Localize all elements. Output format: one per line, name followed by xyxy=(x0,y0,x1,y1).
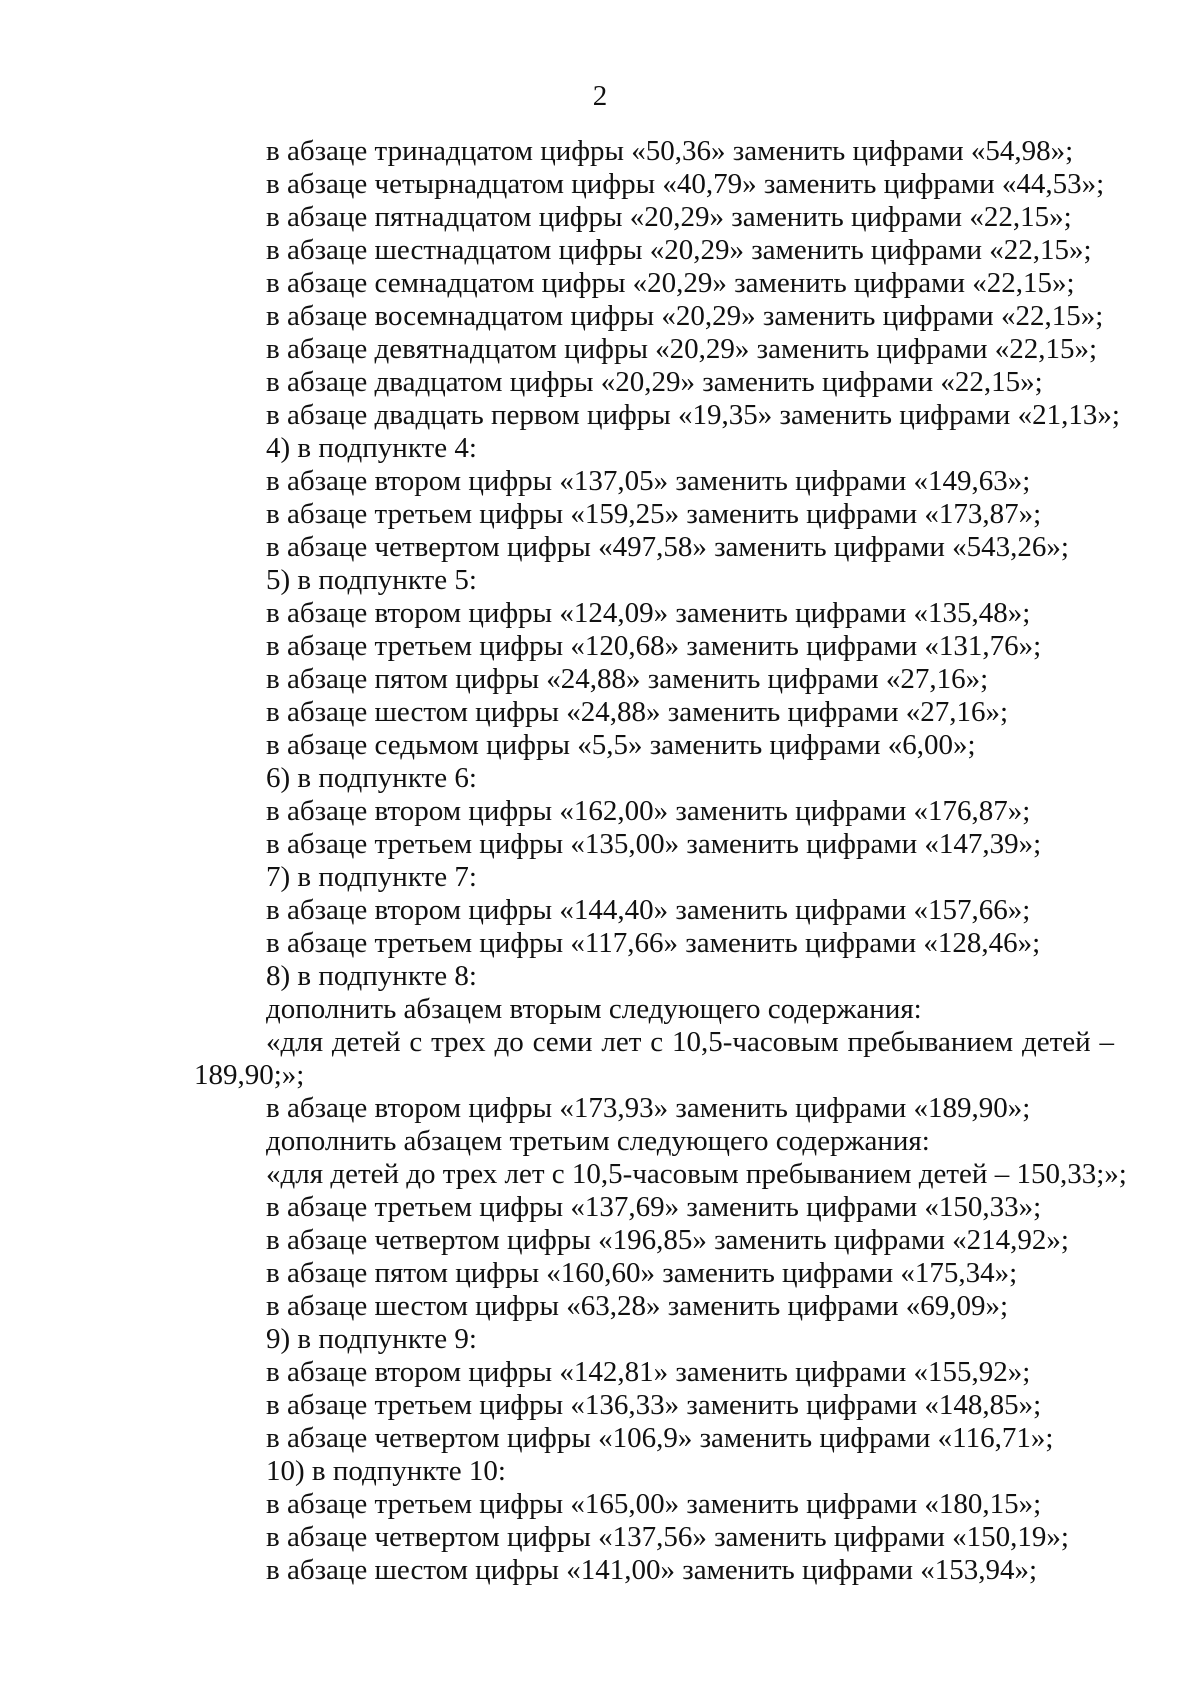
text-line: в абзаце семнадцатом цифры «20,29» заменить цифрами «22,15»; xyxy=(266,267,1075,299)
text-line: в абзаце четвертом цифры «106,9» заменить цифрами «116,71»; xyxy=(266,1422,1054,1454)
text-line: в абзаце третьем цифры «117,66» заменить цифрами «128,46»; xyxy=(266,927,1041,959)
text-line: в абзаце втором цифры «162,00» заменить цифрами «176,87»; xyxy=(266,795,1031,827)
text-line: в абзаце четвертом цифры «497,58» заменить цифрами «543,26»; xyxy=(266,531,1069,563)
text-line: в абзаце шестнадцатом цифры «20,29» заменить цифрами «22,15»; xyxy=(266,234,1092,266)
subclause-heading: 8) в подпункте 8: xyxy=(266,960,477,992)
subclause-heading: 10) в подпункте 10: xyxy=(266,1455,506,1487)
subclause-heading: 7) в подпункте 7: xyxy=(266,861,477,893)
text-line: в абзаце пятнадцатом цифры «20,29» заменить цифрами «22,15»; xyxy=(266,201,1072,233)
text-line: в абзаце пятом цифры «160,60» заменить цифрами «175,34»; xyxy=(266,1257,1018,1289)
page-number: 2 xyxy=(592,80,608,112)
text-line: в абзаце пятом цифры «24,88» заменить цифрами «27,16»; xyxy=(266,663,989,695)
subclause-heading: 4) в подпункте 4: xyxy=(266,432,477,464)
text-line: в абзаце втором цифры «144,40» заменить цифрами «157,66»; xyxy=(266,894,1031,926)
text-line: в абзаце двадцатом цифры «20,29» заменить цифрами «22,15»; xyxy=(266,366,1043,398)
text-line: в абзаце третьем цифры «135,00» заменить цифрами «147,39»; xyxy=(266,828,1042,860)
text-line: в абзаце втором цифры «124,09» заменить цифрами «135,48»; xyxy=(266,597,1031,629)
text-line: в абзаце шестом цифры «141,00» заменить цифрами «153,94»; xyxy=(266,1554,1038,1586)
subclause-heading: 6) в подпункте 6: xyxy=(266,762,477,794)
subclause-heading: 9) в подпункте 9: xyxy=(266,1323,477,1355)
text-line: в абзаце втором цифры «173,93» заменить цифрами «189,90»; xyxy=(266,1092,1031,1124)
quoted-text-line: «для детей до трех лет с 10,5-часовым пребыванием детей – 150,33;»; xyxy=(266,1158,1127,1190)
text-line: в абзаце девятнадцатом цифры «20,29» заменить цифрами «22,15»; xyxy=(266,333,1098,365)
text-line: в абзаце седьмом цифры «5,5» заменить цифрами «6,00»; xyxy=(266,729,976,761)
text-line: в абзаце третьем цифры «120,68» заменить цифрами «131,76»; xyxy=(266,630,1042,662)
text-line: дополнить абзацем третьим следующего содержания: xyxy=(266,1125,930,1157)
subclause-heading: 5) в подпункте 5: xyxy=(266,564,477,596)
text-line: в абзаце шестом цифры «24,88» заменить цифрами «27,16»; xyxy=(266,696,1009,728)
quoted-text-continuation: 189,90;»; xyxy=(194,1059,305,1091)
text-line: дополнить абзацем вторым следующего содержания: xyxy=(266,993,922,1025)
text-line: в абзаце втором цифры «142,81» заменить цифрами «155,92»; xyxy=(266,1356,1031,1388)
text-line: в абзаце восемнадцатом цифры «20,29» заменить цифрами «22,15»; xyxy=(266,300,1104,332)
document-body xyxy=(194,135,1127,1587)
text-line: в абзаце двадцать первом цифры «19,35» заменить цифрами «21,13»; xyxy=(266,399,1120,431)
text-line: в абзаце четырнадцатом цифры «40,79» заменить цифрами «44,53»; xyxy=(266,168,1105,200)
text-line: в абзаце четвертом цифры «196,85» заменить цифрами «214,92»; xyxy=(266,1224,1069,1256)
quoted-text-line: «для детей с трех до семи лет с 10,5-часовым пребыванием детей – xyxy=(266,1026,1114,1058)
text-line: в абзаце тринадцатом цифры «50,36» заменить цифрами «54,98»; xyxy=(266,135,1074,167)
text-line: в абзаце третьем цифры «159,25» заменить цифрами «173,87»; xyxy=(266,498,1042,530)
text-line: в абзаце втором цифры «137,05» заменить цифрами «149,63»; xyxy=(266,465,1031,497)
text-line: в абзаце третьем цифры «137,69» заменить цифрами «150,33»; xyxy=(266,1191,1042,1223)
text-line: в абзаце четвертом цифры «137,56» заменить цифрами «150,19»; xyxy=(266,1521,1069,1553)
text-line: в абзаце шестом цифры «63,28» заменить цифрами «69,09»; xyxy=(266,1290,1009,1322)
text-line: в абзаце третьем цифры «136,33» заменить цифрами «148,85»; xyxy=(266,1389,1042,1421)
text-line: в абзаце третьем цифры «165,00» заменить цифрами «180,15»; xyxy=(266,1488,1042,1520)
